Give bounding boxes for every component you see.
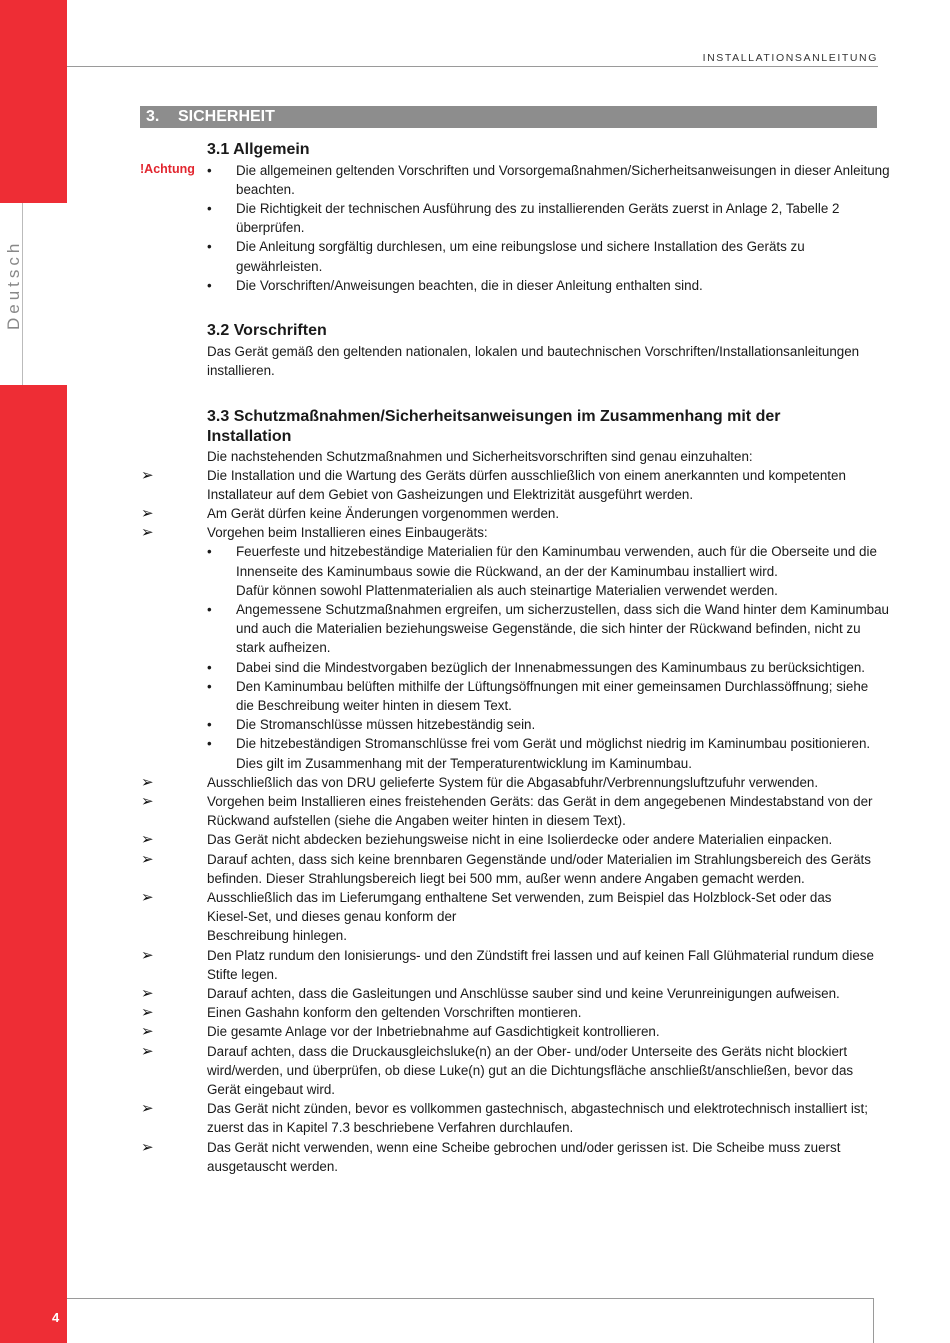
arrow-bullet-icon: ➢ <box>141 504 154 522</box>
page-number: 4 <box>52 1310 60 1325</box>
language-tab-label: Deutsch <box>4 239 23 330</box>
list-item: Das Gerät nicht abdecken beziehungsweise nicht in eine Isolierdecke oder andere Materialien einpacken. <box>207 832 833 848</box>
list-item: Rückwand aufstellen (siehe die Angaben weiter hinten in diesem Text). <box>207 813 626 829</box>
intro-line: Die nachstehenden Schutzmaßnahmen und Sicherheitsvorschriften sind genau einzuhalten: <box>207 448 753 464</box>
arrow-bullet-icon: ➢ <box>141 850 154 868</box>
subsection-heading-3-3: 3.3 Schutzmaßnahmen/Sicherheitsanweisungen im Zusammenhang mit der <box>207 408 781 425</box>
red-side-bar-bottom <box>0 385 67 1343</box>
list-item: Darauf achten, dass sich keine brennbaren Gegenstände und/oder Materialien im Strahlungsbereich des Geräts <box>207 851 871 867</box>
bullet-icon: • <box>207 659 212 675</box>
bullet-icon: • <box>207 162 212 178</box>
bullet-icon: • <box>207 601 212 617</box>
subsection-heading-3-3-cont: Installation <box>207 427 292 445</box>
list-item: Vorgehen beim Installieren eines freistehenden Geräts: das Gerät in dem angegebenen Mindestabstand von der <box>207 793 873 809</box>
list-item: Darauf achten, dass die Gasleitungen und Anschlüsse sauber sind und keine Verunreinigungen aufweisen. <box>207 985 840 1001</box>
list-item: Die Installation und die Wartung des Geräts dürfen ausschließlich von einem anerkannten und kompetenten <box>207 467 846 483</box>
subsection-heading-3-1: 3.1 Allgemein <box>207 141 310 158</box>
sub-list-item: Den Kaminumbau belüften mithilfe der Lüftungsöffnungen mit einer gemeinsamen Durchlassöffnung; siehe <box>236 678 869 694</box>
paragraph-line: Das Gerät gemäß den geltenden nationalen, lokalen und bautechnischen Vorschriften/Installationsanleitungen <box>207 343 860 359</box>
bullet-icon: • <box>207 544 212 560</box>
list-item: Das Gerät nicht zünden, bevor es vollkommen gastechnisch, abgastechnisch und elektrotechnisch installiert ist; <box>207 1101 868 1117</box>
list-item: beachten. <box>236 181 295 197</box>
bullet-icon: • <box>207 277 212 293</box>
section-heading-bar <box>140 106 877 128</box>
bullet-icon: • <box>207 678 212 694</box>
arrow-bullet-icon: ➢ <box>141 1042 154 1060</box>
arrow-bullet-icon: ➢ <box>141 1138 154 1156</box>
list-item: Kiesel-Set, und dieses genau konform der <box>207 909 457 925</box>
footer-corner-rule <box>873 1298 874 1343</box>
arrow-bullet-icon: ➢ <box>141 946 154 964</box>
section-title: SICHERHEIT <box>178 108 275 125</box>
document-type-label: INSTALLATIONSANLEITUNG <box>702 52 878 64</box>
sub-list-item: Feuerfeste und hitzebeständige Materialien für den Kaminumbau verwenden, auch für die Oberseite und die <box>236 544 877 560</box>
list-item: befinden. Dieser Strahlungsbereich liegt bei 500 mm, außer wenn andere Angaben gemacht werden. <box>207 870 805 886</box>
list-item: zuerst das in Kapitel 7.3 beschriebene Verfahren durchlaufen. <box>207 1120 574 1136</box>
list-item: Das Gerät nicht verwenden, wenn eine Scheibe gebrochen und/oder gerissen ist. Die Scheibe muss zuerst <box>207 1139 841 1155</box>
list-item: Ausschließlich das im Lieferumgang enthaltene Set verwenden, zum Beispiel das Holzblock-Set oder das <box>207 889 832 905</box>
list-item: Installateur auf dem Gebiet von Gasheizungen und Elektrizität ausgeführt werden. <box>207 486 694 502</box>
arrow-bullet-icon: ➢ <box>141 1004 154 1022</box>
arrow-bullet-icon: ➢ <box>141 773 154 791</box>
arrow-bullet-icon: ➢ <box>141 466 154 484</box>
arrow-bullet-icon: ➢ <box>141 984 154 1002</box>
sub-list-item: Die hitzebeständigen Stromanschlüsse frei vom Gerät und möglichst niedrig im Kaminumbau positionieren. <box>236 736 871 752</box>
list-item: Stifte legen. <box>207 966 278 982</box>
sub-list-item: Dafür können sowohl Plattenmaterialien als auch steinartige Materialien verwendet werden. <box>236 582 778 598</box>
bullet-icon: • <box>207 736 212 752</box>
arrow-bullet-icon: ➢ <box>141 524 154 542</box>
arrow-bullet-icon: ➢ <box>141 792 154 810</box>
list-item: Beschreibung hinlegen. <box>207 928 347 944</box>
warning-label: !Achtung <box>140 162 195 176</box>
footer-rule <box>67 1298 874 1299</box>
list-item: ausgetauscht werden. <box>207 1158 339 1174</box>
sub-list-item: Angemessene Schutzmaßnahmen ergreifen, um sicherzustellen, dass sich die Wand hinter dem Kaminumbau <box>236 601 889 617</box>
arrow-bullet-icon: ➢ <box>141 1100 154 1118</box>
list-item: Vorgehen beim Installieren eines Einbaugeräts: <box>207 525 488 541</box>
arrow-bullet-icon: ➢ <box>141 888 154 906</box>
header-rule <box>67 66 878 67</box>
list-item: Die Richtigkeit der technischen Ausführung des zu installierenden Geräts zuerst in Anlage 2, Tabelle 2 <box>236 200 840 216</box>
paragraph-line: installieren. <box>207 362 275 378</box>
sub-list-item: die Beschreibung weiter hinten in diesem Text. <box>236 697 512 713</box>
section-number: 3. <box>146 108 160 125</box>
list-item: Am Gerät dürfen keine Änderungen vorgenommen werden. <box>207 505 560 521</box>
arrow-bullet-icon: ➢ <box>141 831 154 849</box>
subsection-heading-3-2: 3.2 Vorschriften <box>207 322 327 339</box>
arrow-bullet-icon: ➢ <box>141 1023 154 1041</box>
list-item: Darauf achten, dass die Druckausgleichsluke(n) an der Ober- und/oder Unterseite des Geräts nicht blockiert <box>207 1043 848 1059</box>
list-item: Die allgemeinen geltenden Vorschriften und Vorsorgemaßnahmen/Sicherheitsanweisungen in dieser Anleitung <box>236 162 890 178</box>
sub-list-item: Dabei sind die Mindestvorgaben bezüglich der Innenabmessungen des Kaminumbaus zu berücksichtigen. <box>236 659 866 675</box>
sub-list-item: Dies gilt im Zusammenhang mit der Temperaturentwicklung im Kaminumbau. <box>236 755 692 771</box>
list-item: Einen Gashahn konform den geltenden Vorschriften montieren. <box>207 1005 582 1021</box>
sub-list-item: Innenseite des Kaminumbaus sowie die Rückwand, an der der Kaminumbau installiert wird. <box>236 563 778 579</box>
list-item: wird/werden, und überprüfen, ob diese Luke(n) gut an die Dichtungsfläche anschließt/anschließen, bevor das <box>207 1062 854 1078</box>
red-side-bar-top <box>0 0 67 203</box>
sub-list-item: und auch die Materialien beziehungsweise Gegenstände, die sich hinter der Rückwand befinden, nicht zu <box>236 621 861 637</box>
list-item: Die Anleitung sorgfältig durchlesen, um eine reibungslose und sichere Installation des Geräts zu <box>236 239 805 255</box>
list-item: Die gesamte Anlage vor der Inbetriebnahme auf Gasdichtigkeit kontrollieren. <box>207 1024 660 1040</box>
list-item: Gerät eingebaut wird. <box>207 1081 336 1097</box>
sub-list-item: stark aufheizen. <box>236 640 331 656</box>
list-item: Ausschließlich das von DRU gelieferte System für die Abgasabfuhr/Verbrennungsluftzufuhr verwenden. <box>207 774 819 790</box>
bullet-icon: • <box>207 239 212 255</box>
list-item: Die Vorschriften/Anweisungen beachten, die in dieser Anleitung enthalten sind. <box>236 277 703 293</box>
bullet-icon: • <box>207 717 212 733</box>
list-item: gewährleisten. <box>236 258 323 274</box>
sub-list-item: Die Stromanschlüsse müssen hitzebeständig sein. <box>236 717 536 733</box>
bullet-icon: • <box>207 200 212 216</box>
list-item: Den Platz rundum den Ionisierungs- und den Zündstift frei lassen und auf keinen Fall Glühmaterial rundum diese <box>207 947 874 963</box>
list-item: überprüfen. <box>236 220 305 236</box>
